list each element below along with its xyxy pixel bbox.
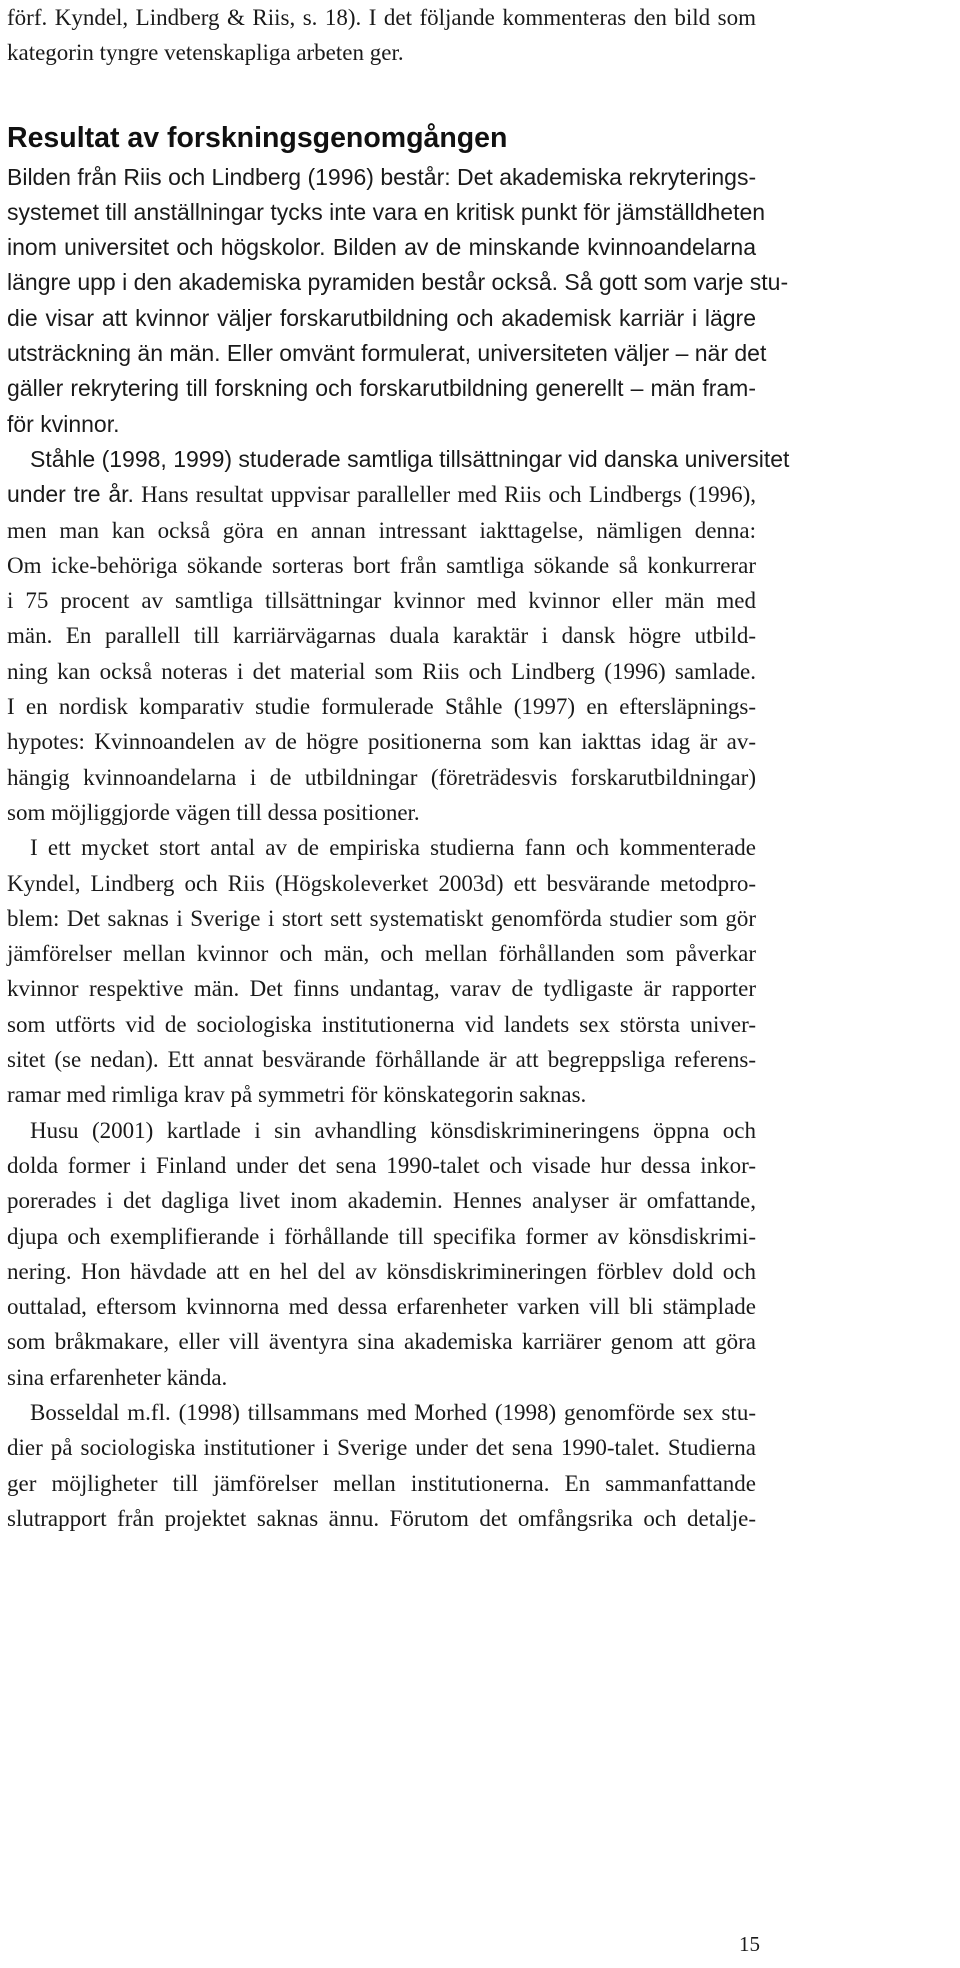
section-heading: Resultat av forskningsgenomgången (7, 121, 508, 154)
text-line: porerades i det dagliga livet inom akademin. Hennes analyser är omfattande, (7, 1188, 756, 1214)
text-line: kvinnor respektive män. Det finns undantag, varav de tydligaste är rapporter (7, 976, 756, 1002)
paragraph-riis-lindberg (7, 160, 789, 442)
text-line: die visar att kvinnor väljer forskarutbildning och akademisk karriär i lägre (7, 304, 756, 331)
text-line: sitet (se nedan). Ett annat besvärande förhållande är att begreppsliga referens- (7, 1047, 756, 1073)
paragraph-kyndel (7, 830, 756, 1112)
paragraph-stahle (7, 442, 790, 830)
text-line: Husu (2001) kartlade i sin avhandling könsdiskrimineringens öppna och (30, 1117, 756, 1143)
text-line: Bilden från Riis och Lindberg (1996) består: Det akademiska rekryterings- (7, 163, 757, 190)
text-line: Om icke-behöriga sökande sorteras bort från samtliga sökande så konkurrerar (7, 552, 756, 578)
text-line: dier på sociologiska institutioner i Sverige under det sena 1990-talet. Studierna (7, 1435, 756, 1461)
text-line: ramar med rimliga krav på symmetri för könskategorin saknas. (7, 1082, 587, 1108)
text-line: sina erfarenheter kända. (7, 1364, 228, 1390)
text-line: slutrapport från projektet saknas ännu. Förutom det omfångsrika och detalje- (7, 1505, 756, 1531)
text-line: i 75 procent av samtliga tillsättningar kvinnor med kvinnor eller män med (7, 588, 756, 614)
text-line: dolda former i Finland under det sena 1990-talet och visade hur dessa inkor- (7, 1152, 756, 1178)
text-line: som bråkmakare, eller vill äventyra sina akademiska karriärer genom att göra (7, 1329, 756, 1355)
text-line: djupa och exemplifierande i förhållande till specifika former av könsdiskrimi- (7, 1223, 756, 1249)
text-line (7, 477, 756, 512)
text-line: inom universitet och högskolor. Bilden av de minskande kvinnoandelarna (7, 234, 756, 261)
text-line: förf. Kyndel, Lindberg & Riis, s. 18). I det följande kommenteras den bild som (7, 5, 756, 30)
text-line: Bosseldal m.fl. (1998) tillsammans med Morhed (1998) genomförde sex stu- (30, 1399, 756, 1425)
text-line: som utförts vid de sociologiska institutionerna vid landets sex största univer- (7, 1011, 756, 1037)
text-line: Ståhle (1998, 1999) studerade samtliga tillsättningar vid danska universitet (30, 445, 790, 472)
paragraph-husu (7, 1113, 756, 1395)
text-line-sans-part: under tre år. (7, 481, 134, 508)
text-line: blem: Det saknas i Sverige i stort sett systematiskt genomförda studier som gör (7, 905, 756, 931)
text-line: som möjliggjorde vägen till dessa positioner. (7, 799, 420, 825)
page-number: 15 (739, 1932, 760, 1956)
text-line: nering. Hon hävdade att en hel del av könsdiskrimineringen förblev dold och (7, 1258, 756, 1284)
text-line-serif-part: Hans resultat uppvisar paralleller med Riis och Lindbergs (1996), (133, 482, 756, 508)
text-line: utsträckning än män. Eller omvänt formulerat, universiteten väljer – när det (7, 340, 767, 367)
text-line: gäller rekrytering till forskning och forskarutbildning generellt – män fram- (7, 375, 756, 402)
text-line: men man kan också göra en annan intressant iakttagelse, nämligen denna: (7, 517, 756, 543)
text-line: outtalad, eftersom kvinnorna med dessa erfarenheter varken vill bli stämplade (7, 1294, 756, 1320)
text-line: ger möjligheter till jämförelser mellan institutionerna. En sammanfattande (7, 1470, 756, 1496)
text-line: kategorin tyngre vetenskapliga arbeten ger. (7, 40, 404, 66)
text-line: hängig kvinnoandelarna i de utbildningar (företrädesvis forskarutbildningar) (7, 764, 756, 790)
text-line: I en nordisk komparativ studie formulerade Ståhle (1997) en eftersläpnings- (7, 694, 756, 720)
text-line: systemet till anställningar tycks inte vara en kritisk punkt för jämställdheten (7, 198, 766, 225)
text-line: hypotes: Kvinnoandelen av de högre positionerna som kan iakttas idag är av- (7, 729, 756, 755)
text-line: Kyndel, Lindberg och Riis (Högskoleverket 2003d) ett besvärande metodpro- (7, 870, 756, 896)
text-line: män. En parallell till karriärvägarnas duala karaktär i dansk högre utbild- (7, 623, 756, 649)
document-page (7, 0, 790, 1536)
text-line: jämförelser mellan kvinnor och män, och mellan förhållanden som påverkar (7, 941, 756, 967)
text-line: ning kan också noteras i det material som Riis och Lindberg (1996) samlade. (7, 658, 756, 684)
text-line: I ett mycket stort antal av de empiriska studierna fann och kommenterade (30, 835, 756, 861)
paragraph-bosseldal (7, 1395, 756, 1536)
text-line: för kvinnor. (7, 410, 120, 437)
text-line: längre upp i den akademiska pyramiden består också. Så gott som varje stu- (7, 269, 789, 296)
